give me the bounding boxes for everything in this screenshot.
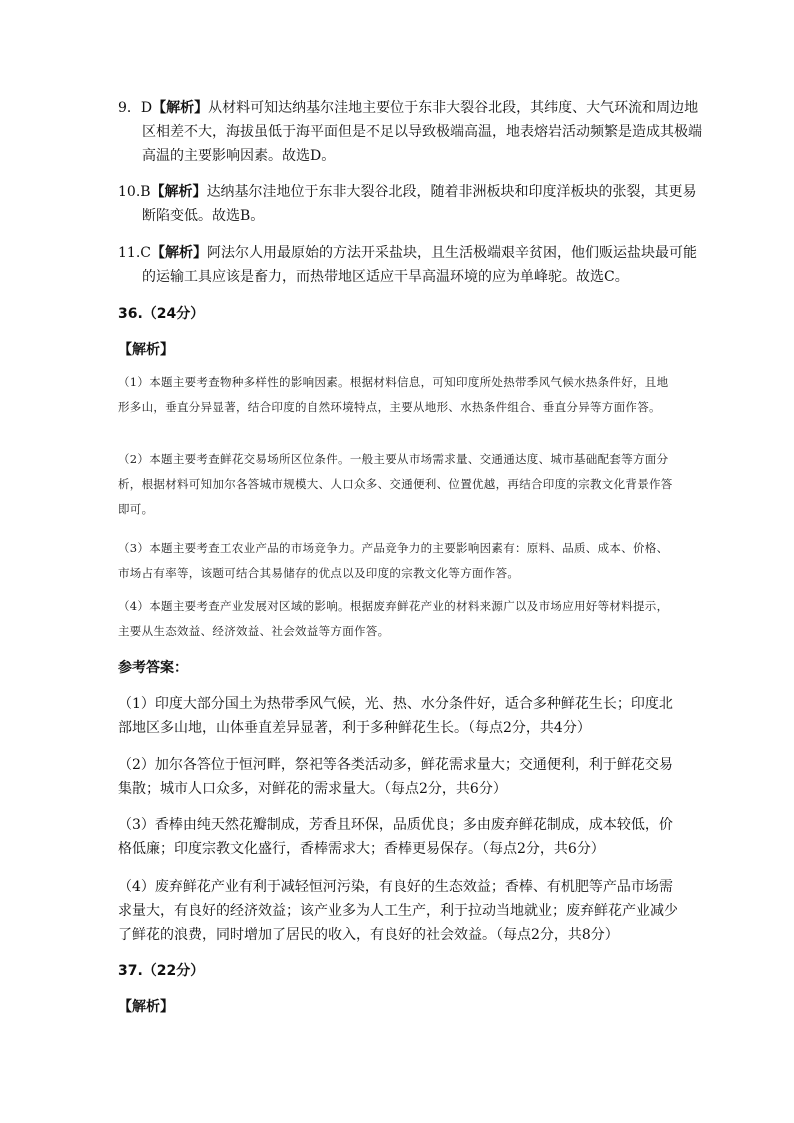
- item-text: 阿法尔人用最原始的方法开采盐块，且生活极端艰辛贫困，他们贩运盐块最可能的运输工具应该是畜力，而热带地区适应干旱高温环境的应为单峰驼。故选C。: [142, 245, 697, 285]
- analysis-tag: 【解析】: [152, 100, 209, 116]
- analysis-note-2: （2）本题主要考查鲜花交易场所区位条件。一般主要从市场需求量、交通通达度、城市基础配套等方面分析，根据材料可知加尔各答城市规模大、人口众多、交通便利、位置优越，再结合印度的宗教文化背景作答即可。: [118, 452, 673, 516]
- item-number: 10.B: [118, 184, 151, 200]
- analysis-tag: 【解析】: [150, 245, 207, 261]
- question-37-title: 37.（22分）: [118, 963, 205, 979]
- answer-item-10: [118, 180, 702, 228]
- reference-answer-heading: 参考答案：: [118, 660, 188, 676]
- item-text: 达纳基尔洼地位于东非大裂谷北段，随着非洲板块和印度洋板块的张裂，其更易断陷变低。故选B。: [142, 184, 697, 224]
- item-number: 11.C: [118, 245, 151, 261]
- analysis-note-1: （1）本题主要考查物种多样性的影响因素。根据材料信息，可知印度所处热带季风气候水热条件好，且地形多山，垂直分异显著，结合印度的自然环境特点，主要从地形、水热条件组合、垂直分异等方面作答。: [118, 375, 669, 414]
- analysis-note-3: （3）本题主要考查工农业产品的市场竞争力。产品竞争力的主要影响因素有：原料、品质、成本、价格、市场占有率等，该题可结合其易储存的优点以及印度的宗教文化等方面作答。: [118, 541, 669, 580]
- answer-item-11: [118, 241, 702, 289]
- reference-answer-1: （1）印度大部分国土为热带季风气候，光、热、水分条件好，适合多种鲜花生长；印度北部地区多山地，山体垂直差异显著，利于多种鲜花生长。（每点2分，共4分）: [118, 696, 673, 736]
- answer-item-9: [118, 96, 702, 168]
- question-37-analysis-heading: 【解析】: [118, 999, 174, 1015]
- analysis-note-4: （4）本题主要考查产业发展对区域的影响。根据废弃鲜花产业的材料来源广以及市场应用好等材料提示，主要从生态效益、经济效益、社会效益等方面作答。: [118, 599, 669, 638]
- analysis-tag: 【解析】: [150, 184, 207, 200]
- question-36-analysis-heading: 【解析】: [118, 342, 174, 358]
- question-36-title: 36.（24分）: [118, 306, 205, 322]
- reference-answer-4: （4）废弃鲜花产业有利于减轻恒河污染，有良好的生态效益；香棒、有机肥等产品市场需求量大，有良好的经济效益；该产业多为人工生产，利于拉动当地就业；废弃鲜花产业减少了鲜花的浪费，同时增加了居民的收入，有良好的社会效益。（每点2分，共8分）: [118, 879, 678, 943]
- item-text: 从材料可知达纳基尔洼地主要位于东非大裂谷北段，其纬度、大气环流和周边地区相差不大，海拔虽低于海平面但是不足以导致极端高温，地表熔岩活动频繁是造成其极端高温的主要影响因素。故选D。: [142, 100, 702, 164]
- item-number: 9．D: [118, 100, 153, 116]
- reference-answer-2: （2）加尔各答位于恒河畔，祭祀等各类活动多，鲜花需求量大；交通便利，利于鲜花交易集散；城市人口众多，对鲜花的需求量大。（每点2分，共6分）: [118, 757, 673, 797]
- reference-answer-3: （3）香棒由纯天然花瓣制成，芳香且环保，品质优良；多由废弃鲜花制成，成本较低，价格低廉；印度宗教文化盛行，香棒需求大；香棒更易保存。（每点2分，共6分）: [118, 817, 673, 857]
